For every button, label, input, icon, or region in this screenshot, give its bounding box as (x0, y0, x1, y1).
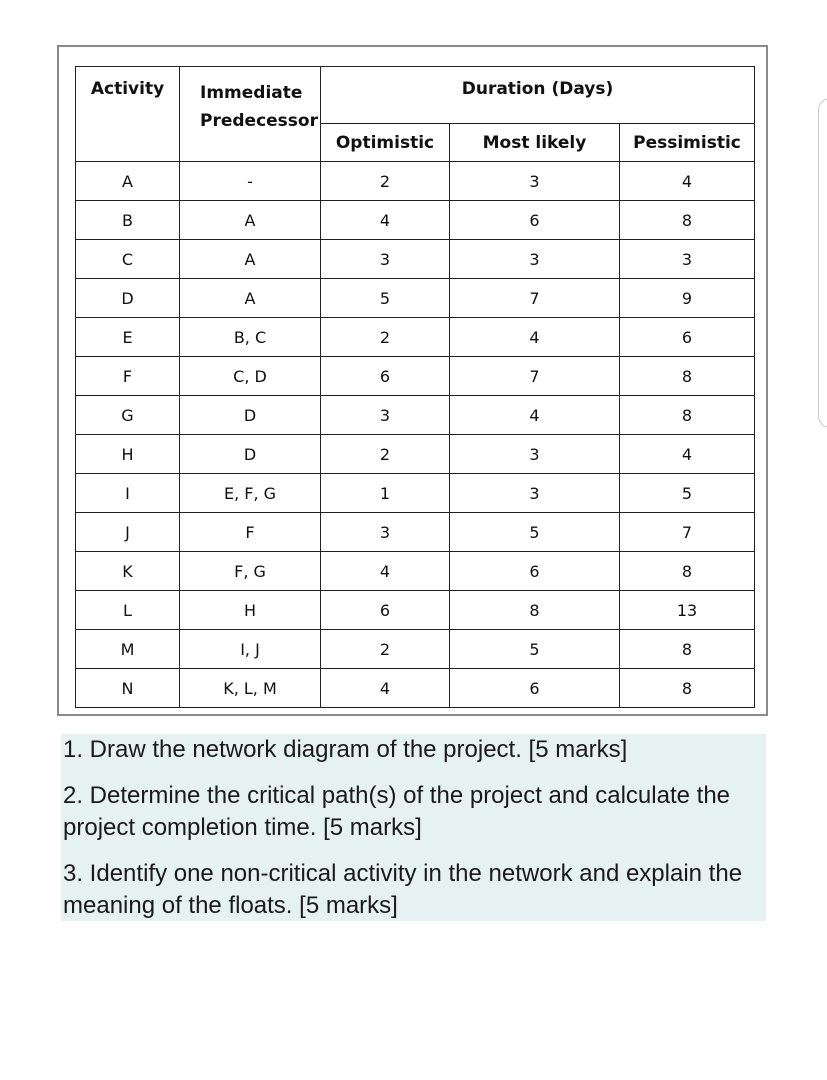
table-row (76, 396, 755, 435)
cell-pessimistic: 4 (620, 435, 755, 474)
header-duration: Duration (Days) (321, 67, 755, 124)
table-row (76, 513, 755, 552)
header-most-likely: Most likely (450, 124, 620, 162)
cell-activity: G (76, 396, 180, 435)
cell-activity: B (76, 201, 180, 240)
cell-pessimistic: 5 (620, 474, 755, 513)
cell-predecessor: E, F, G (180, 474, 321, 513)
cell-activity: L (76, 591, 180, 630)
cell-most-likely: 4 (450, 396, 620, 435)
cell-most-likely: 7 (450, 279, 620, 318)
table-row (76, 279, 755, 318)
cell-optimistic: 2 (321, 318, 450, 357)
table-row (76, 201, 755, 240)
cell-most-likely: 8 (450, 591, 620, 630)
header-pessimistic: Pessimistic (620, 124, 755, 162)
cell-optimistic: 4 (321, 552, 450, 591)
cell-activity: N (76, 669, 180, 708)
cell-pessimistic: 8 (620, 201, 755, 240)
table-row (76, 591, 755, 630)
cell-activity: H (76, 435, 180, 474)
table-row (76, 162, 755, 201)
cell-most-likely: 6 (450, 552, 620, 591)
table-row (76, 669, 755, 708)
cell-optimistic: 2 (321, 630, 450, 669)
table-row (76, 552, 755, 591)
cell-pessimistic: 13 (620, 591, 755, 630)
header-activity: Activity (76, 67, 180, 162)
cell-pessimistic: 6 (620, 318, 755, 357)
cell-predecessor: D (180, 435, 321, 474)
table-row (76, 474, 755, 513)
cell-most-likely: 5 (450, 630, 620, 669)
table-row (76, 357, 755, 396)
table-row (76, 240, 755, 279)
cell-optimistic: 4 (321, 669, 450, 708)
cell-optimistic: 2 (321, 162, 450, 201)
cell-optimistic: 6 (321, 357, 450, 396)
cell-activity: M (76, 630, 180, 669)
cell-pessimistic: 8 (620, 357, 755, 396)
table-body (76, 162, 755, 708)
cell-predecessor: B, C (180, 318, 321, 357)
cell-optimistic: 3 (321, 240, 450, 279)
cell-activity: D (76, 279, 180, 318)
question-2: 2. Determine the critical path(s) of the project and calculate the project completion time. [5 marks] (63, 782, 731, 841)
cell-most-likely: 6 (450, 669, 620, 708)
cell-pessimistic: 9 (620, 279, 755, 318)
cell-pessimistic: 7 (620, 513, 755, 552)
cell-most-likely: 7 (450, 357, 620, 396)
cell-predecessor: A (180, 279, 321, 318)
cell-activity: K (76, 552, 180, 591)
cell-most-likely: 6 (450, 201, 620, 240)
cell-predecessor: C, D (180, 357, 321, 396)
cell-activity: C (76, 240, 180, 279)
side-panel-handle[interactable] (818, 98, 827, 428)
table-row (76, 435, 755, 474)
cell-activity: I (76, 474, 180, 513)
cell-most-likely: 3 (450, 474, 620, 513)
cell-predecessor: K, L, M (180, 669, 321, 708)
cell-activity: F (76, 357, 180, 396)
cell-predecessor: - (180, 162, 321, 201)
cell-predecessor: D (180, 396, 321, 435)
cell-optimistic: 5 (321, 279, 450, 318)
cell-optimistic: 1 (321, 474, 450, 513)
cell-pessimistic: 8 (620, 630, 755, 669)
questions-panel (61, 734, 766, 921)
cell-optimistic: 4 (321, 201, 450, 240)
cell-pessimistic: 8 (620, 552, 755, 591)
cell-activity: J (76, 513, 180, 552)
cell-pessimistic: 3 (620, 240, 755, 279)
cell-optimistic: 3 (321, 513, 450, 552)
question-1: 1. Draw the network diagram of the project. [5 marks] (63, 736, 628, 763)
cell-optimistic: 6 (321, 591, 450, 630)
table-row (76, 318, 755, 357)
header-optimistic: Optimistic (321, 124, 450, 162)
cell-most-likely: 4 (450, 318, 620, 357)
cell-most-likely: 3 (450, 240, 620, 279)
cell-pessimistic: 8 (620, 669, 755, 708)
cell-activity: E (76, 318, 180, 357)
question-3: 3. Identify one non-critical activity in the network and explain the meaning of the floats. [5 marks] (63, 860, 743, 919)
cell-predecessor: H (180, 591, 321, 630)
cell-optimistic: 2 (321, 435, 450, 474)
cell-predecessor: F (180, 513, 321, 552)
cell-most-likely: 5 (450, 513, 620, 552)
cell-predecessor: F, G (180, 552, 321, 591)
cell-pessimistic: 4 (620, 162, 755, 201)
cell-predecessor: A (180, 240, 321, 279)
activity-table (75, 66, 755, 708)
header-immediate-predecessor: Immediate Predecessor (180, 67, 321, 162)
table-row (76, 630, 755, 669)
cell-optimistic: 3 (321, 396, 450, 435)
cell-activity: A (76, 162, 180, 201)
cell-most-likely: 3 (450, 435, 620, 474)
header-row (76, 67, 755, 124)
cell-predecessor: A (180, 201, 321, 240)
cell-pessimistic: 8 (620, 396, 755, 435)
cell-predecessor: I, J (180, 630, 321, 669)
cell-most-likely: 3 (450, 162, 620, 201)
